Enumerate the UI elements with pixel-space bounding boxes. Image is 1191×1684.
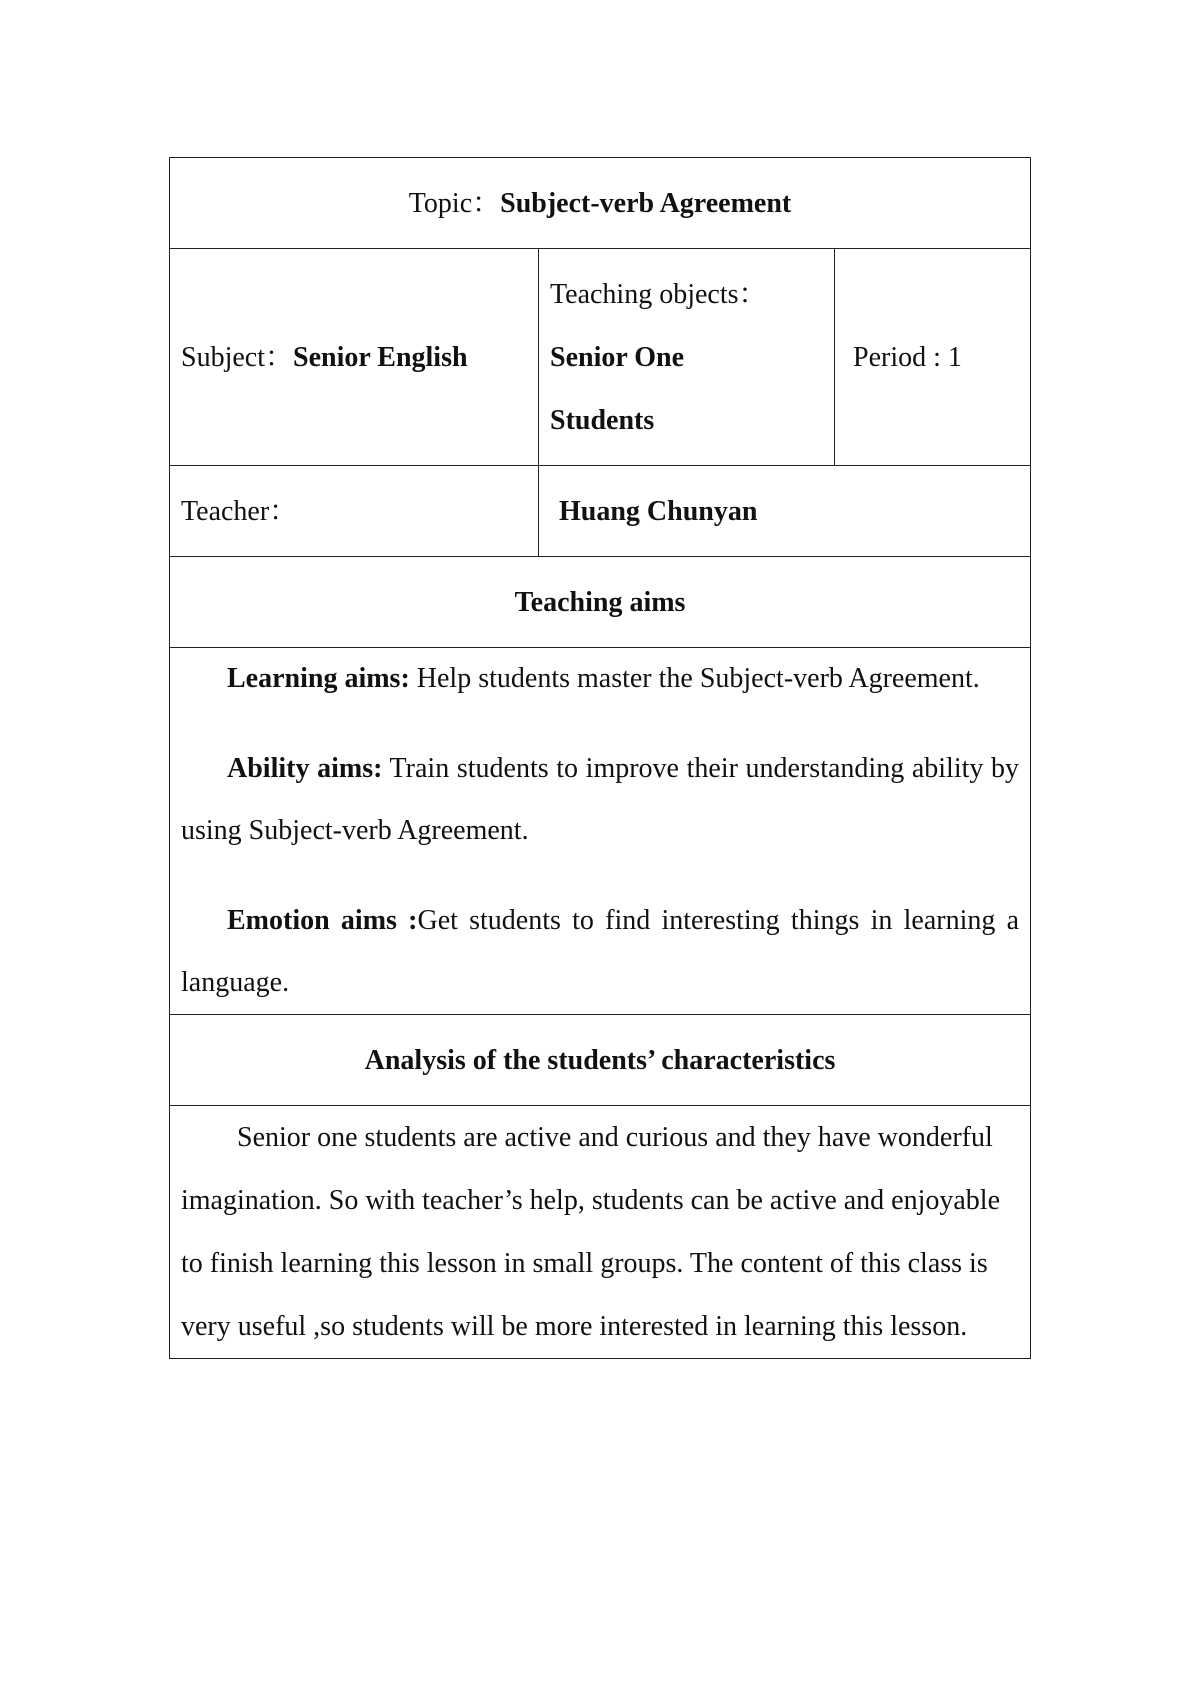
learning-aims-label: Learning aims:: [227, 663, 410, 694]
topic-cell: [170, 158, 1031, 249]
topic-value: Subject-verb Agreement: [500, 187, 792, 219]
period-label: Period : 1: [853, 341, 962, 373]
teaching-objects-label: Teaching objects：: [550, 278, 767, 310]
analysis-heading-row: [170, 1015, 1031, 1106]
teacher-name-cell: [539, 466, 1031, 557]
emotion-aims-paragraph: [181, 890, 1019, 1014]
learning-aims-text: Help students master the Subject-verb Agreement.: [409, 663, 980, 694]
subject-label: Subject：: [181, 341, 293, 373]
teaching-objects-value-line2: Students: [550, 404, 655, 436]
topic-label: Topic：: [408, 187, 501, 219]
teaching-aims-row: [170, 648, 1031, 1015]
analysis-row: [170, 1106, 1031, 1359]
teacher-label-cell: [170, 466, 539, 557]
emotion-aims-label: Emotion aims :: [227, 905, 418, 936]
teaching-aims-heading-row: [170, 557, 1031, 648]
info-row: [170, 249, 1031, 466]
analysis-heading: Analysis of the students’ characteristics: [364, 1044, 836, 1076]
teacher-row: [170, 466, 1031, 557]
topic-row: [170, 158, 1031, 249]
teaching-aims-heading: Teaching aims: [514, 586, 686, 618]
analysis-heading-cell: [170, 1015, 1031, 1106]
teacher-name: Huang Chunyan: [559, 495, 758, 527]
teaching-aims-cell: [170, 648, 1031, 1015]
teacher-label: Teacher：: [181, 495, 298, 527]
analysis-cell: [170, 1106, 1031, 1359]
ability-aims-paragraph: [181, 738, 1019, 862]
lesson-plan-table: [169, 157, 1031, 1359]
subject-cell: [170, 249, 539, 466]
period-cell: [835, 249, 1031, 466]
teaching-objects-cell: [539, 249, 835, 466]
analysis-text: Senior one students are active and curious and they have wonderful imagination. So with teacher’s help, students can be active and enjoyable to finish learning this lesson in small groups. The content of this class is very useful ,so students will be more interested in learning this lesson.: [181, 1122, 1001, 1342]
ability-aims-text: Train students to improve their understanding ability by using Subject-verb Agreement.: [181, 753, 1020, 846]
learning-aims-paragraph: [181, 648, 1019, 710]
ability-aims-label: Ability aims:: [227, 753, 383, 784]
teaching-objects-value-line1: Senior One: [550, 341, 685, 373]
emotion-aims-text: Get students to find interesting things in learning a language.: [181, 905, 1020, 998]
subject-value: Senior English: [293, 341, 468, 373]
teaching-aims-heading-cell: [170, 557, 1031, 648]
